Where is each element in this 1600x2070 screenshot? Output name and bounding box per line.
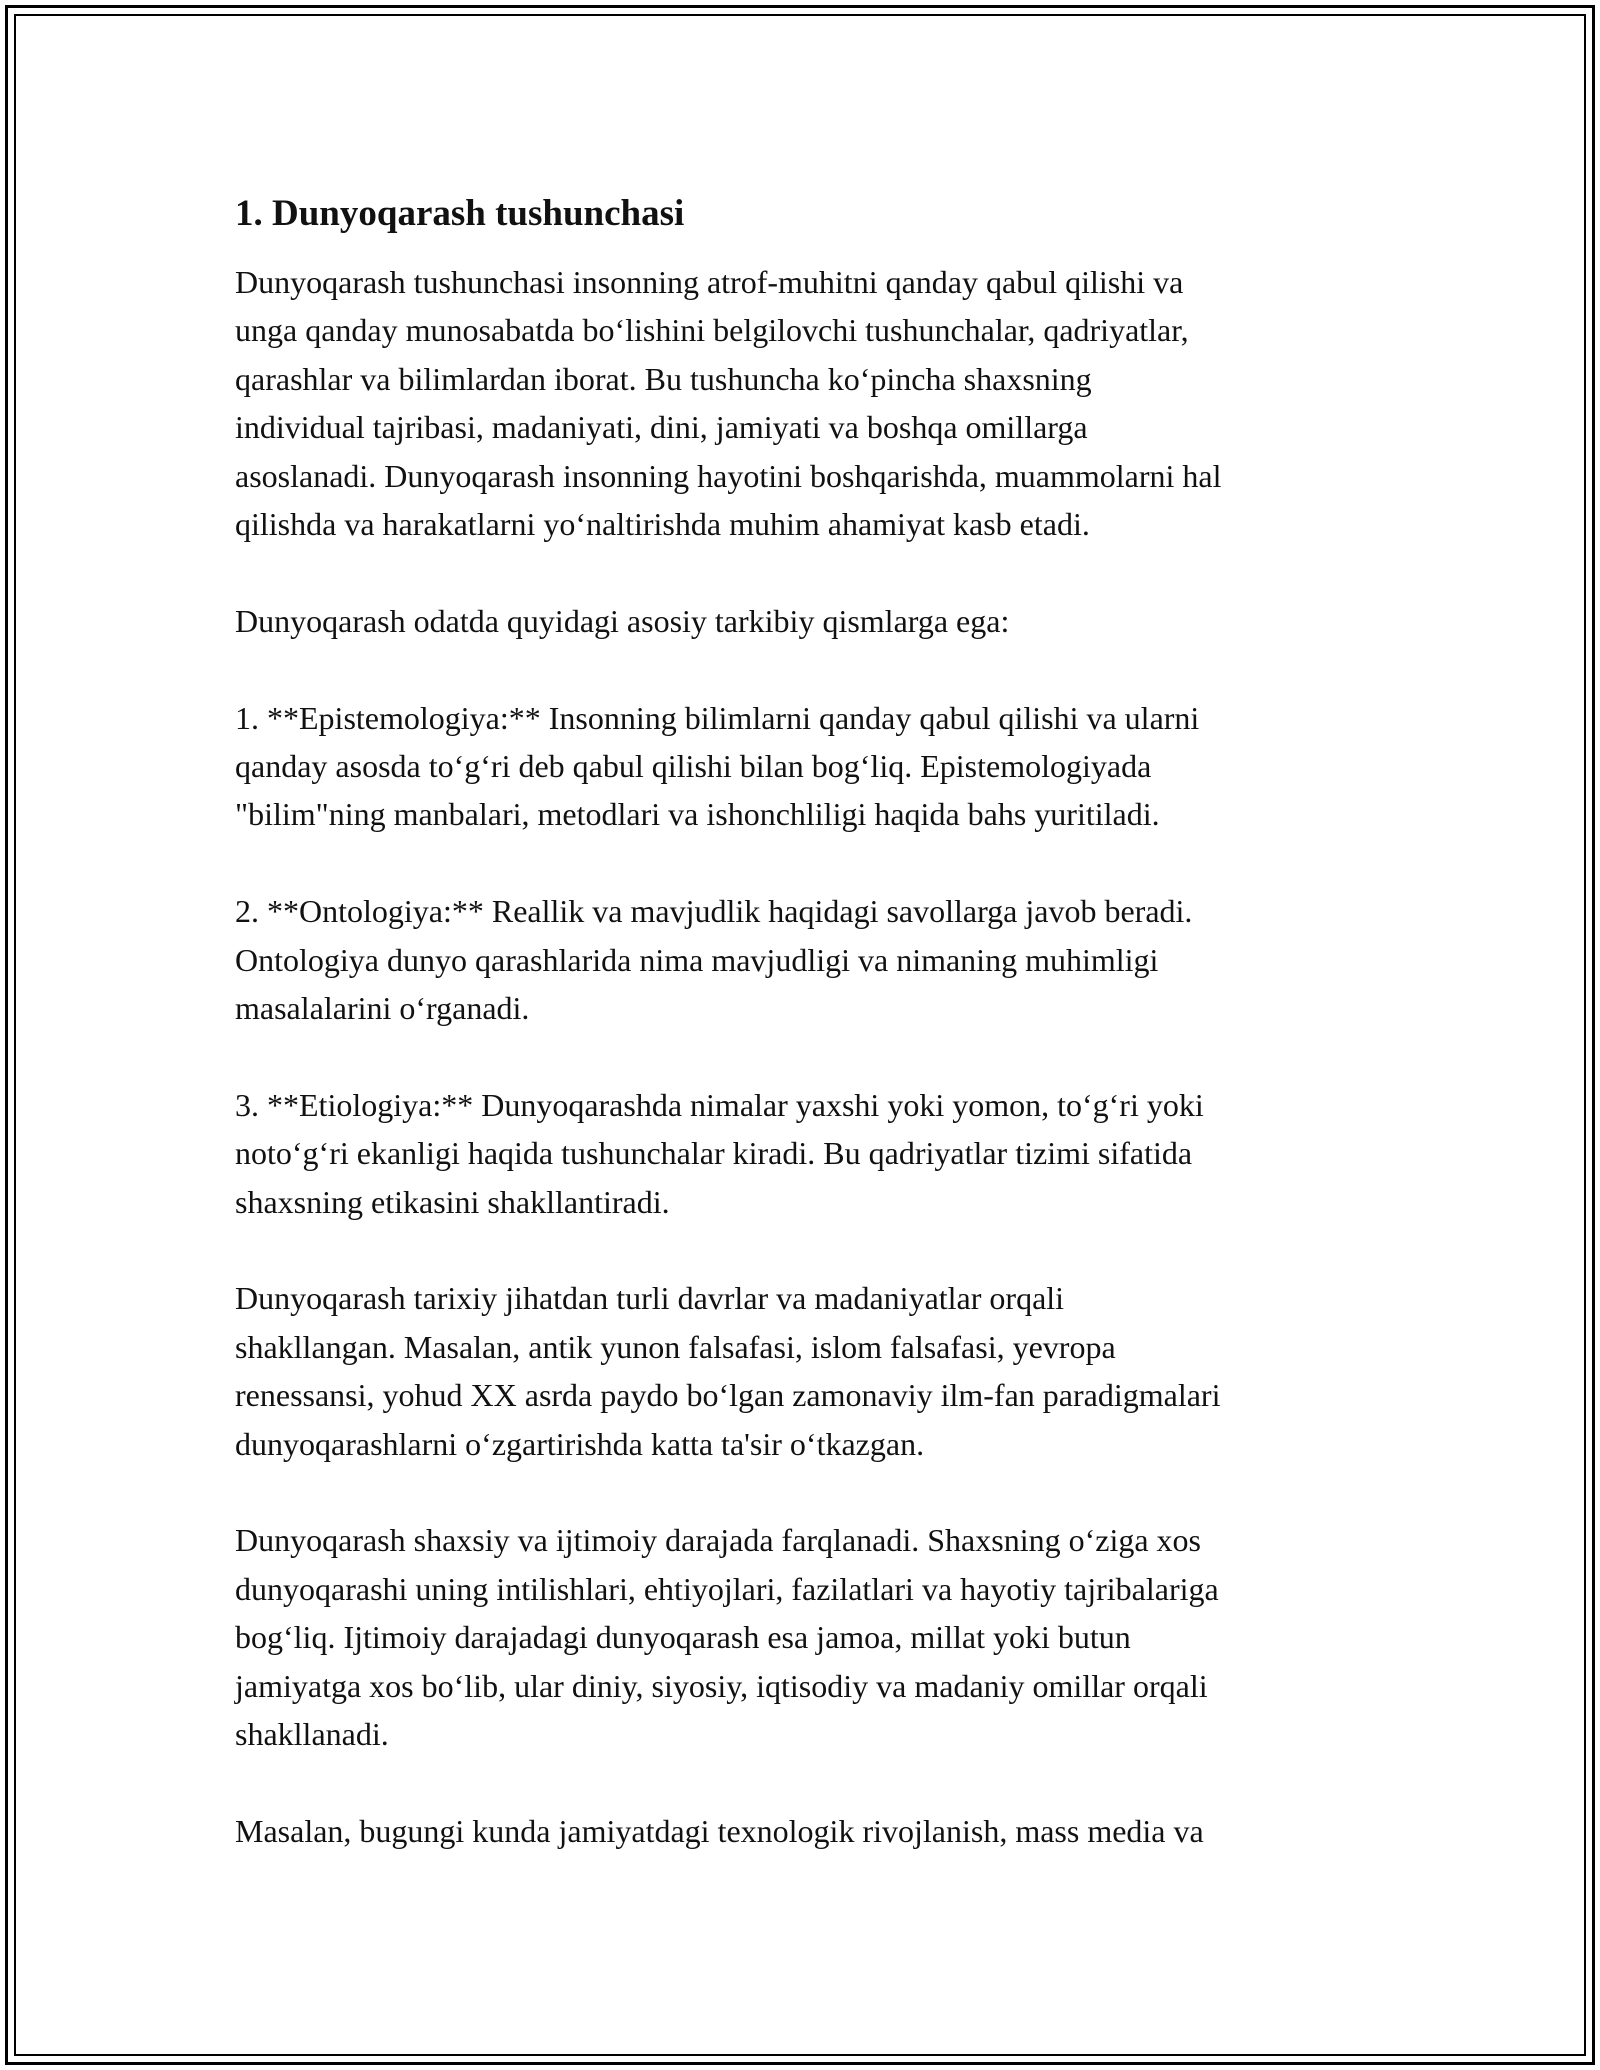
document-body: [235, 190, 1385, 1904]
paragraph: [235, 694, 1385, 839]
paragraph-line: 1. **Epistemologiya:** Insonning bilimlarni qanday qabul qilishi va ularni: [235, 699, 1200, 736]
paragraph: [235, 887, 1385, 1032]
paragraph-line: "bilim"ning manbalari, metodlari va ishonchliligi haqida bahs yuritiladi.: [235, 796, 1160, 833]
paragraph-line: 3. **Etiologiya:** Dunyoqarashda nimalar yaxshi yoki yomon, toʻgʻri yoki: [235, 1086, 1204, 1123]
paragraph: [235, 1516, 1385, 1758]
paragraph: [235, 258, 1385, 548]
paragraph-line: Dunyoqarash odatda quyidagi asosiy tarkibiy qismlarga ega:: [235, 602, 1010, 639]
paragraph: [235, 1807, 1385, 1855]
paragraph-line: shakllanadi.: [235, 1716, 389, 1753]
paragraph-line: Dunyoqarash tarixiy jihatdan turli davrlar va madaniyatlar orqali: [235, 1280, 1065, 1317]
paragraph-line: bogʻliq. Ijtimoiy darajadagi dunyoqarash esa jamoa, millat yoki butun: [235, 1619, 1131, 1656]
paragraph-line: Dunyoqarash tushunchasi insonning atrof-muhitni qanday qabul qilishi va: [235, 264, 1184, 300]
paragraph: [235, 597, 1385, 645]
paragraph-line: Masalan, bugungi kunda jamiyatdagi texnologik rivojlanish, mass media va: [235, 1812, 1204, 1849]
paragraph-line: asoslanadi. Dunyoqarash insonning hayotini boshqarishda, muammolarni hal: [235, 457, 1222, 494]
paragraph-list: [235, 258, 1385, 1855]
paragraph-line: qarashlar va bilimlardan iborat. Bu tushuncha koʻpincha shaxsning: [235, 360, 1092, 397]
paragraph-line: shakllangan. Masalan, antik yunon falsafasi, islom falsafasi, yevropa: [235, 1328, 1116, 1365]
paragraph-line: individual tajribasi, madaniyati, dini, jamiyati va boshqa omillarga: [235, 409, 1088, 446]
paragraph-line: unga qanday munosabatda boʻlishini belgilovchi tushunchalar, qadriyatlar,: [235, 312, 1189, 349]
paragraph: [235, 1274, 1385, 1468]
paragraph-line: jamiyatga xos boʻlib, ular diniy, siyosiy, iqtisodiy va madaniy omillar orqali: [235, 1667, 1208, 1704]
paragraph-line: 2. **Ontologiya:** Reallik va mavjudlik haqidagi savollarga javob beradi.: [235, 893, 1193, 930]
paragraph-line: Ontologiya dunyo qarashlarida nima mavjudligi va nimaning muhimligi: [235, 941, 1159, 978]
paragraph: [235, 1081, 1385, 1226]
section-heading: 1. Dunyoqarash tushunchasi: [235, 193, 685, 234]
paragraph-line: qanday asosda toʻgʻri deb qabul qilishi bilan bogʻliq. Epistemologiyada: [235, 748, 1152, 785]
paragraph-line: dunyoqarashlarni oʻzgartirishda katta ta'sir oʻtkazgan.: [235, 1425, 925, 1462]
paragraph-line: shaxsning etikasini shakllantiradi.: [235, 1183, 670, 1220]
paragraph-line: renessansi, yohud XX asrda paydo boʻlgan zamonaviy ilm-fan paradigmalari: [235, 1377, 1221, 1414]
paragraph-line: qilishda va harakatlarni yoʻnaltirishda muhim ahamiyat kasb etadi.: [235, 506, 1090, 543]
paragraph-line: notoʻgʻri ekanligi haqida tushunchalar kiradi. Bu qadriyatlar tizimi sifatida: [235, 1135, 1193, 1172]
paragraph-line: dunyoqarashi uning intilishlari, ehtiyojlari, fazilatlari va hayotiy tajribalariga: [235, 1570, 1219, 1607]
paragraph-line: Dunyoqarash shaxsiy va ijtimoiy darajada farqlanadi. Shaxsning oʻziga xos: [235, 1522, 1201, 1559]
paragraph-line: masalalarini oʻrganadi.: [235, 990, 530, 1027]
